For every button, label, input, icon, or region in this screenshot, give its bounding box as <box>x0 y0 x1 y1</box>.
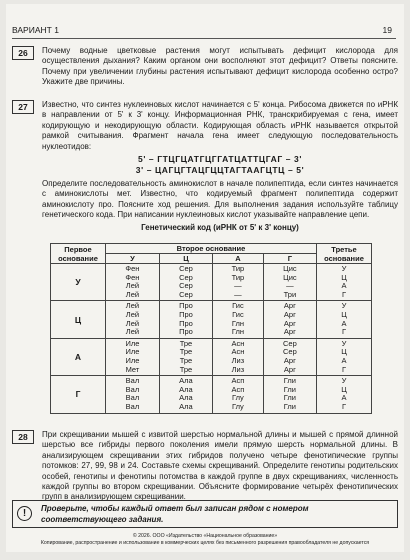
third-base: Г <box>341 364 347 374</box>
amino-acid: Лей <box>125 327 140 337</box>
amino-acid: Иле <box>125 347 140 357</box>
code-group-row <box>51 301 372 338</box>
third-base-cell <box>317 264 372 301</box>
third-base: А <box>341 355 347 365</box>
amino-acid: Про <box>179 318 193 328</box>
amino-acid-cell <box>106 264 160 301</box>
task-number: 28 <box>12 430 34 444</box>
exam-page <box>6 4 404 552</box>
amino-acid-cell <box>263 338 316 375</box>
second-base-header: Второе основание <box>106 244 317 254</box>
reminder-text: Проверьте, чтобы каждый ответ был записан рядом с номером соответствующего задания. <box>41 504 309 524</box>
amino-acid: Вал <box>125 376 140 386</box>
dna-sequence-top: 5' – ГТЦГЦАТГЦГГАТЦАТТЦГАГ – 3' <box>138 154 302 165</box>
amino-acid: Сер <box>283 338 297 348</box>
code-group-row <box>51 264 372 301</box>
third-base: Ц <box>341 309 347 319</box>
amino-acid: — <box>286 281 294 291</box>
third-base: Г <box>341 401 347 411</box>
amino-acid: Арг <box>283 301 296 311</box>
first-base-cell: А <box>51 338 106 375</box>
amino-acid: Гли <box>283 401 296 411</box>
amino-acid-cell <box>159 376 212 413</box>
third-base-header: Третье основание <box>317 244 372 264</box>
amino-acid: Про <box>179 309 193 319</box>
copyright-line: © 2026. ООО «Издательство «Национальное образование» <box>132 533 278 539</box>
amino-acid: Асп <box>231 384 245 394</box>
amino-acid: Лиз <box>231 355 245 365</box>
first-base-cell: Ц <box>51 301 106 338</box>
first-base-header: Первое основание <box>51 244 106 264</box>
third-base: Ц <box>341 384 347 394</box>
amino-acid: Асн <box>231 347 245 357</box>
amino-acid: Сер <box>179 264 193 273</box>
amino-acid: Тре <box>179 338 193 348</box>
amino-acid: Мет <box>125 364 140 374</box>
amino-acid: Тир <box>231 272 245 282</box>
third-base: У <box>341 264 347 273</box>
amino-acid: Ала <box>179 384 193 394</box>
code-group-row <box>51 338 372 375</box>
amino-acid: — <box>234 281 242 291</box>
task-text: Почему водные цветковые растения могут испытывать дефицит кислорода для осуществления дыхания? Каким органом они восполняют этот дефицит? Ответы поясните. Почему при увеличении глубины растения испытывают дефицит кислорода особенно остро? Укажите две причины. <box>42 46 398 87</box>
amino-acid: Три <box>283 289 297 299</box>
third-base: Ц <box>341 272 347 282</box>
amino-acid-cell <box>159 264 212 301</box>
third-base-cell <box>317 376 372 413</box>
amino-acid: Про <box>179 327 193 337</box>
amino-acid: Вал <box>125 384 140 394</box>
amino-acid: Арг <box>283 355 296 365</box>
amino-acid: Гис <box>232 301 244 311</box>
reminder-box <box>12 500 398 528</box>
amino-acid: Лей <box>125 309 140 319</box>
amino-acid: Лей <box>125 281 140 291</box>
third-base: А <box>341 281 347 291</box>
genetic-code-table <box>50 243 372 414</box>
first-base-cell: У <box>51 264 106 301</box>
amino-acid: Арг <box>283 309 296 319</box>
task-question: Определите последовательность аминокислот в начале полипептида, если синтез начинается с аминокислоты мет. Известно, что кодируемый фрагмент полипептида содержит аминокислоту про. Поясните ход решения. Для выполнения задания используйте таблицу генетического кода. При написании нуклеиновых кислот указывайте направление цепи. <box>42 179 398 220</box>
amino-acid: Тир <box>231 264 245 273</box>
amino-acid: Лей <box>125 301 140 311</box>
amino-acid-cell <box>263 376 316 413</box>
task-28 <box>12 430 398 503</box>
rights-line: Копирование, распространение и использование в коммерческих целях без письменного разрешения правообладателя не допускается <box>40 539 370 546</box>
amino-acid: Арг <box>283 318 296 328</box>
amino-acid-cell <box>213 338 264 375</box>
amino-acid: Фен <box>125 264 140 273</box>
amino-acid: Вал <box>125 393 140 403</box>
exclamation-icon: ! <box>17 506 32 521</box>
amino-acid: Фен <box>125 272 140 282</box>
amino-acid: Ала <box>179 376 193 386</box>
second-base-u: У <box>106 254 160 264</box>
third-base: А <box>341 393 347 403</box>
variant-label: ВАРИАНТ 1 <box>12 25 59 35</box>
amino-acid: Глу <box>232 393 244 403</box>
amino-acid: Гли <box>283 376 296 386</box>
task-number: 26 <box>12 46 34 60</box>
third-base: А <box>341 318 347 328</box>
amino-acid: Про <box>179 301 193 311</box>
amino-acid-cell <box>159 301 212 338</box>
amino-acid: Гис <box>232 309 244 319</box>
amino-acid-cell <box>213 376 264 413</box>
task-number: 27 <box>12 100 34 114</box>
amino-acid: Гли <box>283 384 296 394</box>
amino-acid: Лиз <box>231 364 245 374</box>
amino-acid: Вал <box>125 401 140 411</box>
amino-acid: Сер <box>283 347 297 357</box>
third-base: Г <box>341 289 347 299</box>
second-base-c: Ц <box>159 254 212 264</box>
amino-acid: Ала <box>179 401 193 411</box>
amino-acid: Ала <box>179 393 193 403</box>
amino-acid: Лей <box>125 318 140 328</box>
amino-acid: Сер <box>179 289 193 299</box>
amino-acid-cell <box>159 338 212 375</box>
task-intro: Известно, что синтез нуклеиновых кислот начинается с 5' конца. Рибосома движется по иРНК в направлении от 5' к 3' концу. Информационная РНК, транскрибируемая с гена, имеет кодирующую и некодирующую области. Кодирующая область иРНК называется открытой рамкой считывания. Фрагмент начала гена имеет следующую последовательность нуклеотидов: <box>42 100 398 151</box>
amino-acid: Иле <box>125 355 140 365</box>
amino-acid-cell <box>106 301 160 338</box>
first-base-cell: Г <box>51 376 106 413</box>
third-base: Г <box>341 327 347 337</box>
amino-acid: Сер <box>179 281 193 291</box>
task-26 <box>12 46 398 88</box>
page-header <box>12 22 396 39</box>
amino-acid: Цис <box>283 272 297 282</box>
second-base-g: Г <box>263 254 316 264</box>
third-base: У <box>341 301 347 311</box>
third-base: Ц <box>341 347 347 357</box>
amino-acid: Цис <box>283 264 297 273</box>
amino-acid: Тре <box>179 355 193 365</box>
amino-acid: Арг <box>283 327 296 337</box>
amino-acid: Асп <box>231 376 245 386</box>
amino-acid-cell <box>213 301 264 338</box>
amino-acid: Гли <box>283 393 296 403</box>
amino-acid: Лей <box>125 289 140 299</box>
task-27 <box>12 100 398 234</box>
amino-acid: Глн <box>231 318 244 328</box>
page-number: 19 <box>382 25 392 35</box>
amino-acid: Тре <box>179 347 193 357</box>
amino-acid: Тре <box>179 364 193 374</box>
amino-acid: Иле <box>125 338 140 348</box>
page-footer <box>12 533 398 546</box>
amino-acid-cell <box>106 338 160 375</box>
amino-acid: — <box>234 289 242 299</box>
third-base-cell <box>317 301 372 338</box>
amino-acid-cell <box>106 376 160 413</box>
third-base: У <box>341 376 347 386</box>
amino-acid: Асн <box>231 338 245 348</box>
amino-acid: Сер <box>179 272 193 282</box>
second-base-a: А <box>213 254 264 264</box>
table-title: Генетический код (иРНК от 5' к 3' концу) <box>141 222 299 232</box>
task-text: При скрещивании мышей с извитой шерстью нормальной длины и мышей с прямой длинной шерстью все гибриды первого поколения имели прямую шерсть нормальной длины. В анализирующем скрещивании этих гибридов получено четыре фенотипические группы потомков: 27, 99, 98 и 24. Составьте схемы скрещиваний. Определите генотипы родительских особей, генотипы и фенотипы потомства в каждой группе в двух скрещиваниях, численность каждой группы во втором скрещивании. Объясните формирование четырёх фенотипических групп в анализирующем скрещивании. <box>42 430 398 502</box>
amino-acid-cell <box>213 264 264 301</box>
amino-acid-cell <box>263 301 316 338</box>
amino-acid: Арг <box>283 364 296 374</box>
third-base-cell <box>317 338 372 375</box>
amino-acid: Глн <box>231 327 244 337</box>
dna-sequence-bottom: 3' – ЦАГЦГТАЦГЦЦТАГТААГЦТЦ – 5' <box>135 165 305 176</box>
amino-acid-cell <box>263 264 316 301</box>
amino-acid: Глу <box>232 401 244 411</box>
code-group-row <box>51 376 372 413</box>
third-base: У <box>341 338 347 348</box>
